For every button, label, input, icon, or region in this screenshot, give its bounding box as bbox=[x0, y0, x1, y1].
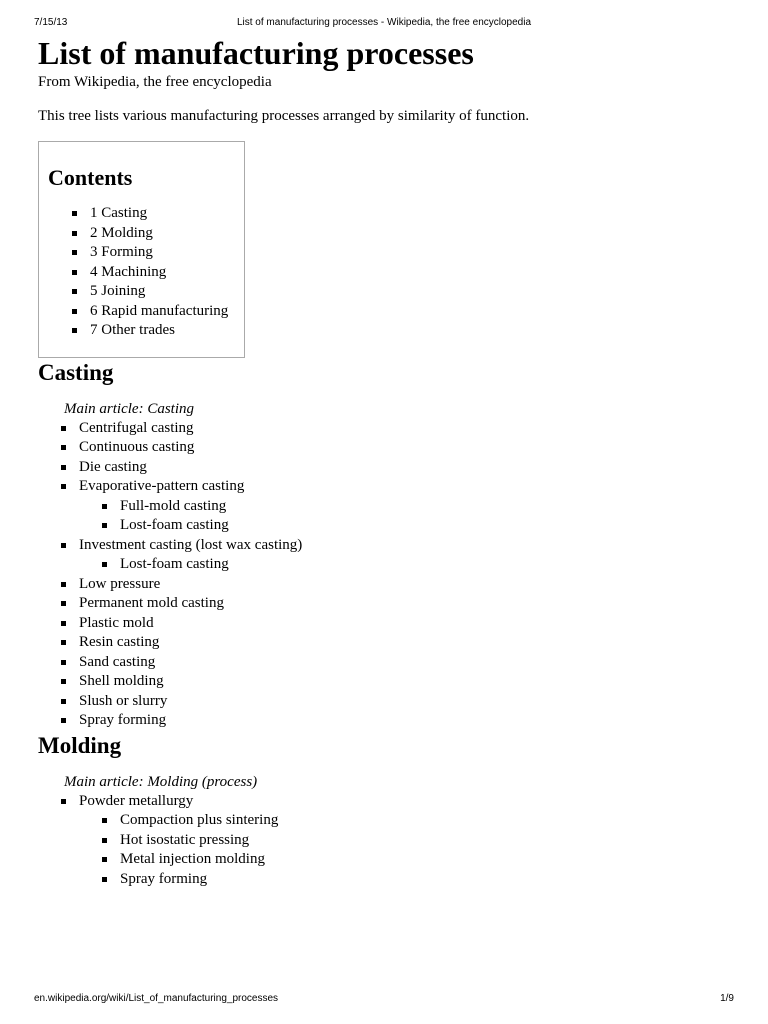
list-item bbox=[79, 792, 738, 890]
casting-list bbox=[38, 419, 738, 731]
toc-item-rapid-manufacturing[interactable]: 6 Rapid manufacturing bbox=[90, 302, 236, 322]
list-item[interactable]: Centrifugal casting bbox=[79, 419, 738, 439]
sublist-item[interactable]: Compaction plus sintering bbox=[120, 811, 738, 831]
article-content bbox=[38, 34, 738, 889]
table-of-contents bbox=[38, 141, 245, 358]
site-tagline: From Wikipedia, the free encyclopedia bbox=[38, 74, 272, 90]
toc-item-molding[interactable]: 2 Molding bbox=[90, 224, 236, 244]
list-item[interactable]: Sand casting bbox=[79, 653, 738, 673]
toc-item-joining[interactable]: 5 Joining bbox=[90, 282, 236, 302]
sublist-item[interactable]: Spray forming bbox=[120, 870, 738, 890]
molding-list bbox=[38, 792, 738, 890]
section-heading-casting: Casting bbox=[38, 359, 114, 385]
list-item[interactable]: Slush or slurry bbox=[79, 692, 738, 712]
sublist-powder-metallurgy bbox=[79, 811, 738, 889]
print-date: 7/15/13 bbox=[34, 17, 68, 28]
list-item[interactable]: Continuous casting bbox=[79, 438, 738, 458]
print-header bbox=[34, 17, 734, 31]
toc-item-machining[interactable]: 4 Machining bbox=[90, 263, 236, 283]
print-url: en.wikipedia.org/wiki/List_of_manufacturing_processes bbox=[34, 993, 279, 1004]
sublist-evaporative bbox=[79, 497, 738, 536]
list-item[interactable]: Resin casting bbox=[79, 633, 738, 653]
page-title: List of manufacturing processes bbox=[38, 35, 474, 71]
sublist-item[interactable]: Full-mold casting bbox=[120, 497, 738, 517]
list-item bbox=[79, 477, 738, 536]
main-article-link-molding[interactable]: Main article: Molding (process) bbox=[64, 773, 258, 790]
sublist-item[interactable]: Lost-foam casting bbox=[120, 516, 738, 536]
list-item[interactable]: Shell molding bbox=[79, 672, 738, 692]
list-item-link[interactable]: Investment casting (lost wax casting) bbox=[79, 536, 303, 553]
toc-list bbox=[48, 204, 236, 341]
main-article-note-molding bbox=[64, 772, 738, 792]
intro-paragraph: This tree lists various manufacturing processes arranged by similarity of function. bbox=[38, 108, 530, 124]
sublist-item[interactable]: Hot isostatic pressing bbox=[120, 831, 738, 851]
toc-item-other-trades[interactable]: 7 Other trades bbox=[90, 321, 236, 341]
toc-item-casting[interactable]: 1 Casting bbox=[90, 204, 236, 224]
sublist-investment bbox=[79, 555, 738, 575]
page-number: 1/9 bbox=[720, 993, 734, 1004]
list-item[interactable]: Low pressure bbox=[79, 575, 738, 595]
list-item[interactable]: Permanent mold casting bbox=[79, 594, 738, 614]
section-heading-molding: Molding bbox=[38, 732, 122, 758]
list-item[interactable]: Die casting bbox=[79, 458, 738, 478]
toc-heading: Contents bbox=[48, 165, 133, 190]
sublist-item[interactable]: Lost-foam casting bbox=[120, 555, 738, 575]
list-item[interactable]: Plastic mold bbox=[79, 614, 738, 634]
list-item[interactable]: Spray forming bbox=[79, 711, 738, 731]
toc-item-forming[interactable]: 3 Forming bbox=[90, 243, 236, 263]
list-item-link[interactable]: Powder metallurgy bbox=[79, 792, 194, 809]
print-page-title: List of manufacturing processes - Wikipedia, the free encyclopedia bbox=[236, 17, 532, 28]
main-article-link-casting[interactable]: Main article: Casting bbox=[64, 400, 194, 417]
print-footer bbox=[34, 993, 734, 1007]
list-item bbox=[79, 536, 738, 575]
list-item-link[interactable]: Evaporative-pattern casting bbox=[79, 478, 245, 494]
main-article-note-casting bbox=[64, 399, 738, 419]
sublist-item[interactable]: Metal injection molding bbox=[120, 850, 738, 870]
